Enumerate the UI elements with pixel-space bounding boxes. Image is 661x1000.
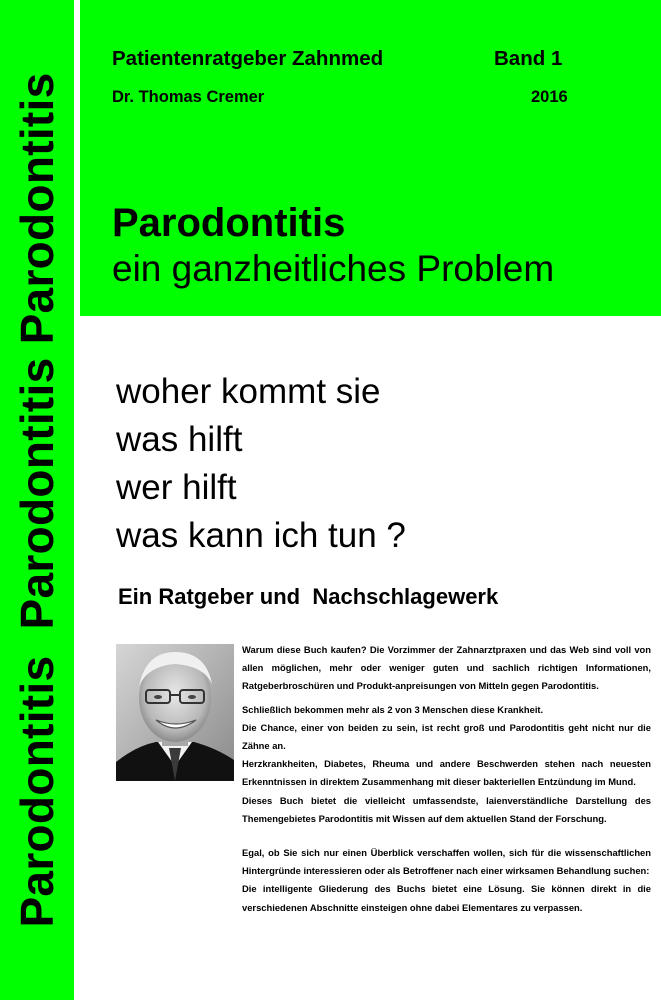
blurb-paragraph: Schließlich bekommen mehr als 2 von 3 Menschen diese Krankheit. (242, 703, 544, 715)
series-title: Patientenratgeber Zahnmed (112, 47, 384, 70)
blurb-paragraph: Egal, ob Sie sich nur einen Überblick verschaffen wollen, sich für die wissenschaftlichen Hintergründe interessieren oder als Betroffener nach einer wirksamen Behandlung suchen: (242, 847, 651, 877)
publication-year: 2016 (531, 88, 568, 106)
blurb-paragraph: Die Chance, einer von beiden zu sein, ist recht groß und Parodontitis geht nicht nur die Zähne an. (242, 721, 651, 752)
author-photo (116, 644, 234, 781)
author-name: Dr. Thomas Cremer (112, 88, 265, 106)
blurb-paragraph: Warum diese Buch kaufen? Die Vorzimmer der Zahnarztpraxen und das Web sind voll von allen möglichen, mehr oder weniger guten und sachlich richtigen Informationen, Ratgeberbroschüren und Produkt-anpreisungen von Mitteln gegen Parodontitis. (242, 644, 651, 692)
tagline: Ein Ratgeber und Nachschlagewerk (118, 584, 499, 609)
volume-label: Band 1 (494, 47, 563, 70)
spine-band (0, 0, 74, 1000)
question-list (116, 368, 406, 560)
question-item: was kann ich tun ? (116, 516, 406, 555)
blurb-paragraph: Die intelligente Gliederung des Buchs bietet eine Lösung. Sie können direkt in die verschiedenen Abschnitte einsteigen ohne dabei Elementares zu verpassen. (242, 883, 651, 913)
question-item: woher kommt sie (116, 372, 381, 411)
book-subtitle: ein ganzheitliches Problem (112, 248, 555, 289)
blurb-paragraph: Dieses Buch bietet die vielleicht umfassendste, laienverständliche Darstellung des Themengebietes Parodontitis mit Wissen auf dem aktuellen Stand der Forschung. (242, 794, 651, 824)
blurb-paragraph: Herzkrankheiten, Diabetes, Rheuma und andere Beschwerden stehen nach neuesten Erkenntnissen in direktem Zusammenhang mit dieser bakteriellen Entzündung im Mund. (242, 758, 651, 788)
question-item: wer hilft (116, 468, 237, 507)
author-portrait-icon (116, 644, 234, 781)
question-item: was hilft (116, 420, 243, 459)
book-title: Parodontitis (112, 201, 346, 245)
spine-title: Parodontitis Parodontitis Parodontitis (11, 72, 63, 928)
blurb (242, 641, 651, 917)
